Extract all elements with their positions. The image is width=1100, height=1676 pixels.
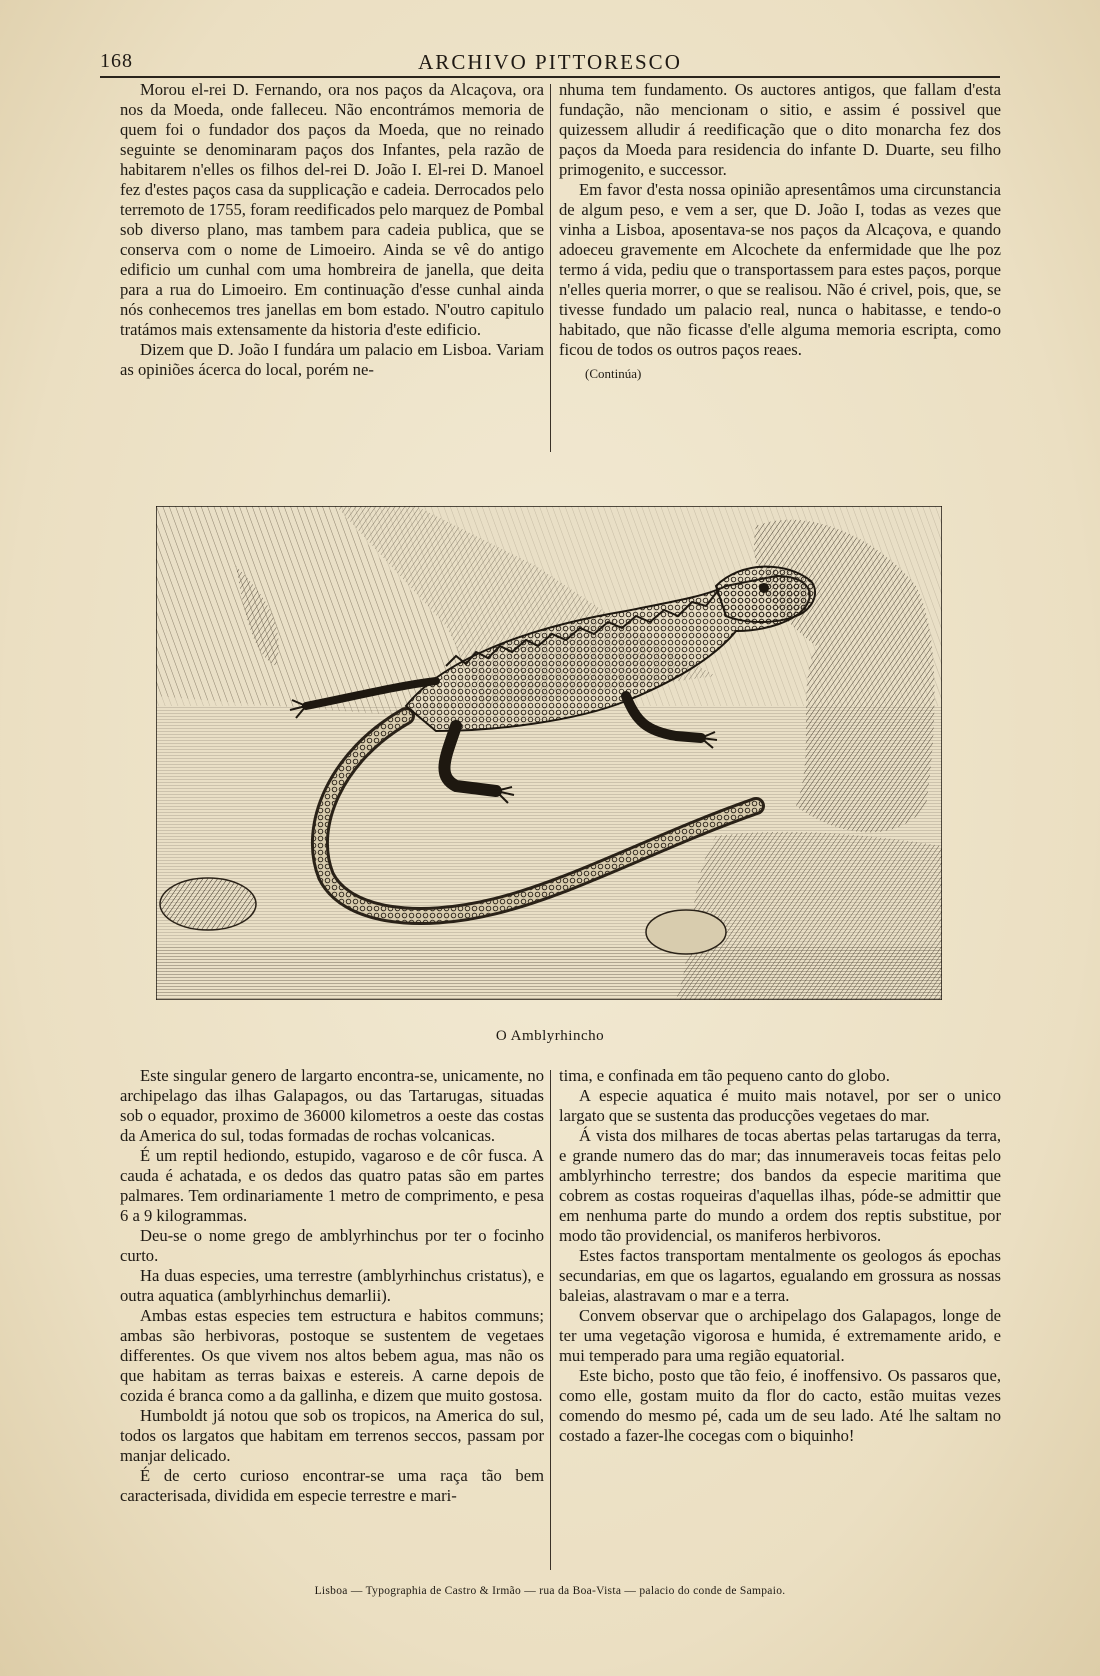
- illustration-caption: O Amblyrhincho: [495, 1028, 605, 1044]
- top-right-column: [559, 80, 1001, 384]
- imprint-footer: Lisboa — Typographia de Castro & Irmão — rua da Boa-Vista — palacio do conde de Sampaio.: [314, 1585, 786, 1597]
- paragraph: Humboldt já notou que sob os tropicos, na America do sul, todos os largatos que habitam em terrenos seccos, passam por manjar delicado.: [120, 1406, 544, 1465]
- lizard-engraving-illustration: [156, 506, 942, 1000]
- bottom-right-column: [559, 1066, 1001, 1446]
- paragraph: Estes factos transportam mentalmente os geologos ás epochas secundarias, em que os lagartos, egualando em grossura as nossas baleias, alastravam o mar e a terra.: [559, 1246, 1001, 1305]
- paragraph: Em favor d'esta nossa opinião apresentâmos uma circunstancia de algum peso, e vem a ser, que D. João I, todas as vezes que vinha a Lisboa, aposentava-se nos paços da Alcaçova, e quando adoeceu gravemente em Alcochete da enfermidade que lhe poz termo á vida, pediu que o transportassem para estes paços, porque n'elles queria morrer, o que se realisou. Não é crivel, pois, que, se tivesse fundado um palacio real, nunca o habitasse, e tendo-o habitado, que não ficasse d'elle alguma memoria escripta, como ficou de todos os outros paços reaes.: [559, 180, 1001, 359]
- paragraph: Este singular genero de largarto encontra-se, unicamente, no archipelago das ilhas Galapagos, ou das Tartarugas, situadas sob o equador, proximo de 36000 kilometros a oeste das costas da America do sul, todas formadas de rochas volcanicas.: [120, 1066, 544, 1145]
- page-header: [100, 50, 1000, 76]
- paragraph: É de certo curioso encontrar-se uma raça tão bem caracterisada, dividida em especie terrestre e mari-: [120, 1466, 544, 1505]
- bottom-left-column: [120, 1066, 544, 1506]
- running-title: ARCHIVO PITTORESCO: [418, 50, 682, 74]
- paragraph: Ha duas especies, uma terrestre (amblyrhinchus cristatus), e outra aquatica (amblyrhinchus demarlii).: [120, 1266, 544, 1305]
- continua-note: (Continúa): [585, 366, 642, 381]
- paragraph: Convem observar que o archipelago dos Galapagos, longe de ter uma vegetação vigorosa e humida, é extremamente arido, e mui temperado para uma região equatorial.: [559, 1306, 1001, 1365]
- paragraph: Dizem que D. João I fundára um palacio em Lisboa. Variam as opiniões ácerca do local, porém ne-: [120, 340, 544, 379]
- paragraph: tima, e confinada em tão pequeno canto do globo.: [559, 1066, 890, 1085]
- paragraph: nhuma tem fundamento. Os auctores antigos, que fallam d'esta fundação, não mencionam o sitio, e assim é possivel que quizessem alludir á reedificação que o dito monarcha fez dos paços da Moeda para residencia do infante D. Duarte, seu filho primogenito, e successor.: [559, 80, 1001, 179]
- top-left-column: [120, 80, 544, 380]
- paragraph: Deu-se o nome grego de amblyrhinchus por ter o focinho curto.: [120, 1226, 544, 1265]
- column-divider: [550, 84, 551, 452]
- header-rule: [100, 76, 1000, 78]
- paragraph: A especie aquatica é muito mais notavel, por ser o unico largato que se sustenta das producções vegetaes do mar.: [559, 1086, 1001, 1125]
- paragraph: Morou el-rei D. Fernando, ora nos paços da Alcaçova, ora nos da Moeda, onde falleceu. Não encontrámos memoria de quem foi o fundador dos paços da Moeda, que no reinado seguinte se denominaram paços dos Infantes, pela razão de habitarem n'elles os filhos del-rei D. João I. El-rei D. Manoel fez d'estes paços casa da supplicação e cadeia. Derrocados pelo terremoto de 1755, foram reedificados pelo marquez de Pombal sob diverso plano, mas tambem para cadeia publica, que se conserva com o nome de Limoeiro. Ainda se vê do antigo edificio um cunhal com uma hombreira de janella, que deita para a rua do Limoeiro. Em continuação d'esse cunhal ainda nós conhecemos tres janellas em bom estado. N'outro capitulo tratámos mais extensamente da historia d'este edificio.: [120, 80, 544, 339]
- column-divider: [550, 1070, 551, 1570]
- paragraph: É um reptil hediondo, estupido, vagaroso e de côr fusca. A cauda é achatada, e os dedos das quatro patas são em partes palmares. Tem ordinariamente 1 metro de comprimento, e pesa 6 a 9 kilogrammas.: [120, 1146, 544, 1225]
- paragraph: Este bicho, posto que tão feio, é inoffensivo. Os passaros que, como elle, gostam muito da flor do cacto, estão muitas vezes comendo do mesmo pé, cada um de seu lado. Até lhe saltam no costado a fazer-lhe cocegas com o biquinho!: [559, 1366, 1001, 1445]
- paragraph: Á vista dos milhares de tocas abertas pelas tartarugas da terra, e grande numero das do mar; das innumeraveis tocas feitas pelo amblyrhincho terrestre; dos bandos da especie maritima que cobrem as costas roqueiras d'aquellas ilhas, póde-se admittir que em nenhuma parte do mundo a ordem dos reptis substitue, por modo tão providencial, os maniferos herbivoros.: [559, 1126, 1001, 1245]
- paragraph: Ambas estas especies tem estructura e habitos communs; ambas são herbivoras, postoque se sustentem de vegetaes differentes. Os que vivem nos altos bebem agua, mas não os que habitam as terras baixas e estereis. A carne depois de cozida é branca como a da gallinha, e dizem que muito gostosa.: [120, 1306, 544, 1405]
- page-number: 168: [100, 50, 133, 72]
